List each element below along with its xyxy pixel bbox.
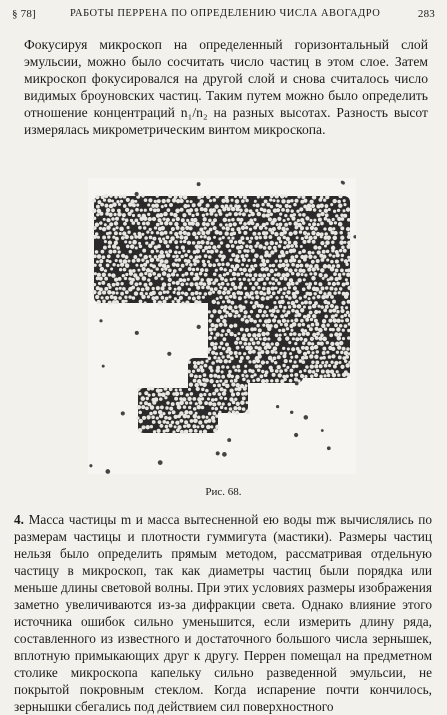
- paragraph-focusing: Фокусируя микроскоп на определенный горизонтальный слой эмульсии, можно было сосчитать число частиц в этом слое. Затем микроскоп фокусировался на другой слой и снова считалось число видимых броуновских частиц. Таким путем можно было определить отношение концентраций n₁/n₂ на разных высотах. Разность высот измерялась микрометрическим винтом микроскопа.: [24, 37, 428, 137]
- running-header: [12, 8, 435, 24]
- emulsion-particles-image: [88, 178, 356, 474]
- section-number: § 78]: [12, 8, 36, 20]
- figure-68: [88, 178, 356, 474]
- figure-caption: Рис. 68.: [205, 486, 242, 498]
- paragraph-mass-text: Масса частицы m и масса вытесненной ею воды mж вычислялись по размерам частицы и плотности гуммигута (мастики). Размеры частиц нельзя было определить прямым методом, рассматривая отдельную частицу в микроскоп, так как диаметры частиц были порядка или меньше длины световой волны. При этих условиях размеры изображения заметно увеличиваются из-за дифракции света. Однако влияние этого источника ошибок сильно уменьшится, если измерить длину ряда, составленного из известного и достаточного большого числа зернышек, вплотную примыкающих друг к другу. Перрен помещал на предметном столике микроскопа капельку сильно разведенной эмульсии, не покрытой покровным стеклом. Когда испарение почти кончилось, зернышки сбегались под действием сил поверхностного: [14, 512, 433, 714]
- page-number: 283: [417, 8, 435, 20]
- running-title: РАБОТЫ ПЕРРЕНА ПО ОПРЕДЕЛЕНИЮ ЧИСЛА АВОГАДРО: [70, 8, 381, 19]
- paragraph-number: 4.: [14, 512, 24, 527]
- paragraph-mass: [14, 511, 432, 715]
